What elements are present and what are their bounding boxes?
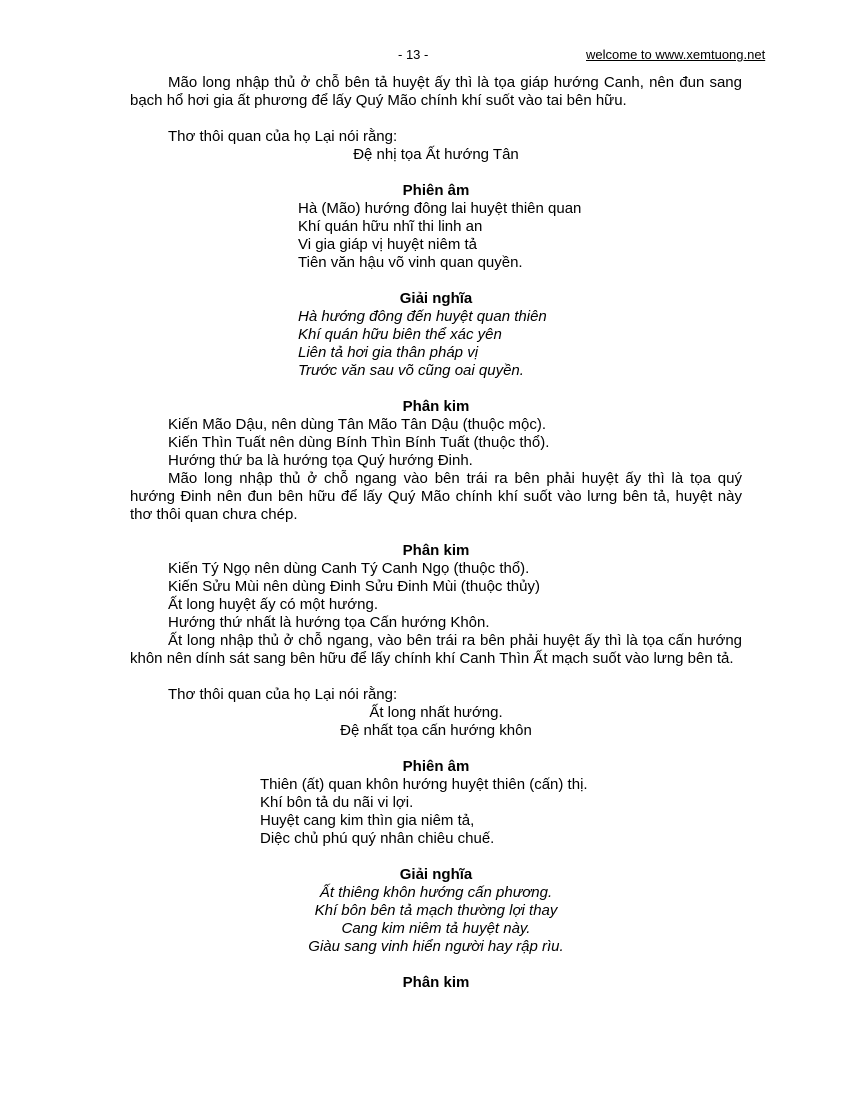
poem-title: Ất long nhất hướng.	[369, 704, 503, 721]
website-link[interactable]: welcome to www.xemtuong.net	[586, 47, 766, 62]
verse-line: Giàu sang vinh hiển người hay rập rìu.	[308, 938, 564, 955]
page-number: - 13 -	[398, 47, 429, 62]
giai-nghia-verse	[130, 884, 742, 956]
paragraph: Mão long nhập thủ ở chỗ bên tả huyệt ấy thì là tọa giáp hướng Canh, nên đun sang bạch hổ hơi gia ất phương để lấy Quý Mão chính khí suốt vào tai bên hữu.	[130, 74, 742, 109]
verse-line: Tiên văn hậu võ vinh quan quyền.	[298, 254, 523, 271]
section-heading-phan-kim: Phân kim	[402, 398, 470, 415]
section-heading-giai-nghia: Giải nghĩa	[399, 866, 473, 883]
phan-kim-line: Ất long huyệt ấy có một hướng.	[168, 596, 378, 613]
verse-line: Hà (Mão) hướng đông lai huyệt thiên quan	[298, 200, 582, 217]
verse-line: Diệc chủ phú quý nhân chiêu chuế.	[260, 830, 495, 847]
phan-kim-line: Kiến Tý Ngọ nên dùng Canh Tý Canh Ngọ (thuộc thổ).	[168, 560, 530, 577]
verse-line: Thiên (ất) quan khôn hướng huyệt thiên (cấn) thị.	[260, 776, 588, 793]
verse-line: Khí quán hữu biên thể xác yên	[298, 326, 502, 343]
giai-nghia-verse	[130, 308, 742, 380]
poem-title: Đệ nhất tọa cấn hướng khôn	[340, 722, 532, 739]
paragraph: Ất long nhập thủ ở chỗ ngang, vào bên trái ra bên phải huyệt ấy thì là tọa cấn hướng khôn nên dính sát sang bên hữu để lấy chính khí Canh Thìn Ất mạch suốt vào lưng bên tả.	[130, 632, 742, 667]
verse-line: Hà hướng đông đến huyệt quan thiên	[298, 308, 547, 325]
section-heading-phan-kim: Phân kim	[402, 974, 470, 991]
verse-line: Liên tả hơi gia thân pháp vị	[298, 344, 479, 361]
page-header	[0, 47, 850, 67]
phan-kim-line: Kiến Mão Dậu, nên dùng Tân Mão Tân Dậu (thuộc mộc).	[168, 416, 546, 433]
phan-kim-line: Hướng thứ nhất là hướng tọa Cấn hướng Khôn.	[168, 614, 490, 631]
verse-line: Khí bôn tả du nãi vi lợi.	[260, 794, 414, 811]
section-heading-giai-nghia: Giải nghĩa	[399, 290, 473, 307]
phan-kim-line: Hướng thứ ba là hướng tọa Quý hướng Đinh.	[168, 452, 473, 469]
phien-am-verse	[130, 776, 742, 848]
phan-kim-line: Kiến Thìn Tuất nên dùng Bính Thìn Bính Tuất (thuộc thổ).	[168, 434, 550, 451]
verse-line: Huyệt cang kim thìn gia niêm tả,	[260, 812, 475, 829]
poem-title: Đệ nhị tọa Ất hướng Tân	[353, 146, 519, 163]
verse-line: Ất thiêng khôn hướng cấn phương.	[319, 884, 553, 901]
verse-line: Cang kim niêm tả huyệt này.	[341, 920, 531, 937]
section-heading-phan-kim: Phân kim	[402, 542, 470, 559]
document-body	[130, 74, 742, 992]
verse-line: Khí quán hữu nhĩ thi linh an	[298, 218, 483, 235]
poem-intro: Thơ thôi quan của họ Lại nói rằng:	[168, 128, 398, 145]
phan-kim-line: Kiến Sửu Mùi nên dùng Đinh Sửu Đinh Mùi (thuộc thủy)	[168, 578, 540, 595]
section-heading-phien-am: Phiên âm	[402, 182, 470, 199]
paragraph: Mão long nhập thủ ở chỗ ngang vào bên trái ra bên phải huyệt ấy thì là tọa quý hướng Đinh nên đun bên hữu để lấy Quý Mão chính khí suốt vào lưng bên tả, huyệt này thơ thôi quan chưa chép.	[130, 470, 742, 523]
poem-intro: Thơ thôi quan của họ Lại nói rằng:	[168, 686, 398, 703]
phien-am-verse	[130, 200, 742, 272]
verse-line: Trước văn sau võ cũng oai quyền.	[298, 362, 524, 379]
verse-line: Vi gia giáp vị huyệt niêm tả	[298, 236, 477, 253]
section-heading-phien-am: Phiên âm	[402, 758, 470, 775]
verse-line: Khí bôn bên tả mạch thường lợi thay	[314, 902, 558, 919]
